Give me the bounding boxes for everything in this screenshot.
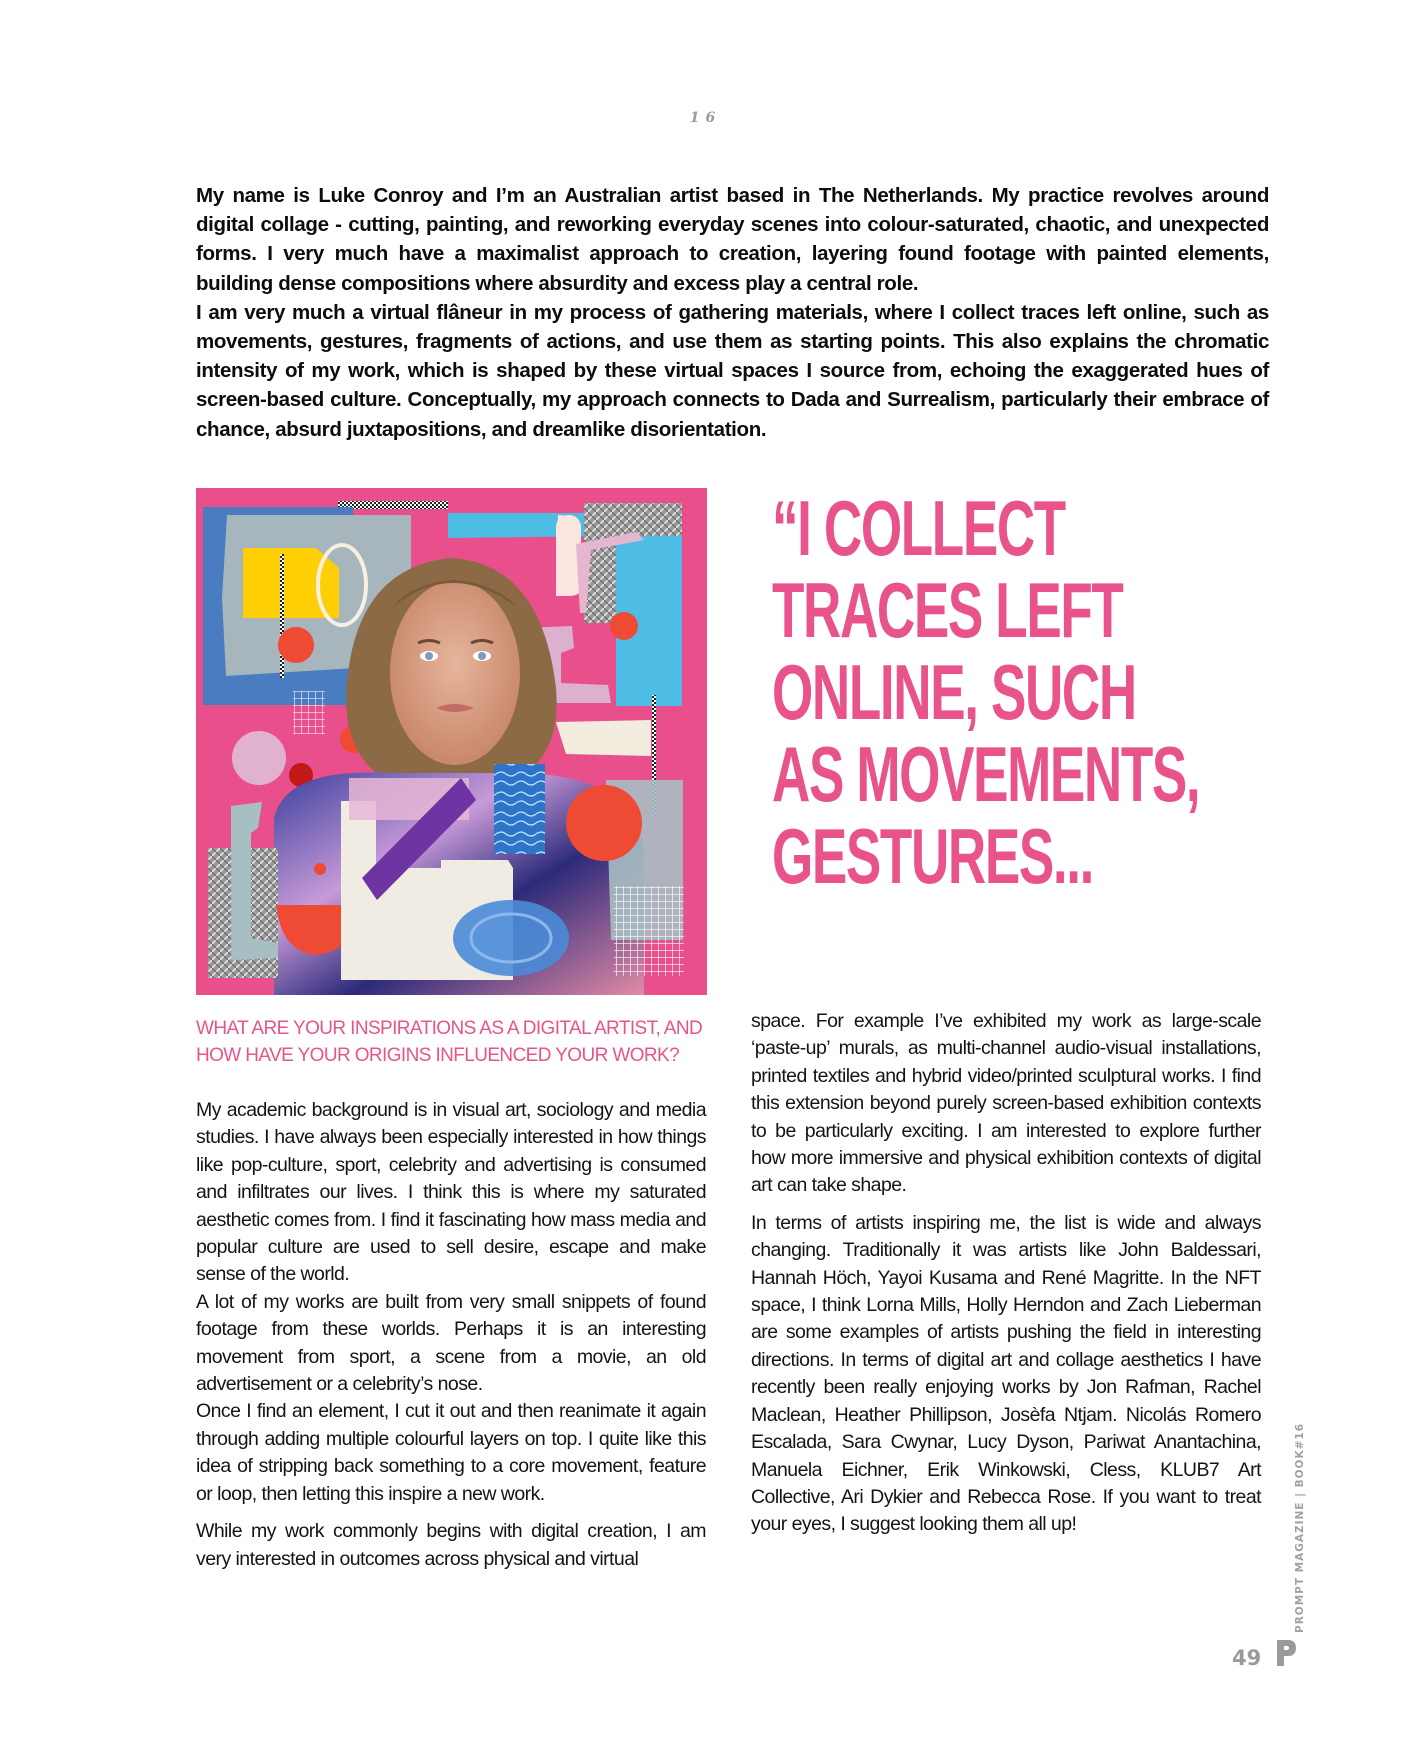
answer-paragraph: My academic background is in visual art, sociology and media studies. I have always been especially interested in how things like pop-culture, sport, celebrity and advertising is consumed and infiltrates our lives. I think this is where my saturated aesthetic comes from. I find it fascinating how mass media and popular culture are used to sell desire, escape and make sense of the world. (196, 1099, 706, 1286)
artist-collage-image (196, 488, 707, 995)
answer-paragraph: space. For example I’ve exhibited my work as large-scale ‘paste-up’ murals, as multi-channel audio-visual installations, printed textiles and hybrid video/printed sculptural works. I find this extension beyond purely screen-based exhibition contexts to be particularly exciting. I am interested to explore further how more immersive and physical exhibition contexts of digital art can take shape. (751, 1010, 1261, 1197)
magazine-side-label: PROMPT MAGAZINE | BOOK#16 (1294, 1422, 1306, 1633)
answer-column-right (751, 1008, 1261, 1539)
page-number: 49 (1232, 1646, 1262, 1670)
pull-quote-line: AS MOVEMENTS, (772, 730, 1200, 818)
intro-paragraph: I am very much a virtual flâneur in my process of gathering materials, where I collect traces left online, such as movements, gestures, fragments of actions, and use them as starting points. This also explains the chromatic intensity of my work, which is shaped by these virtual spaces I source from, echoing the exaggerated hues of screen-based culture. Conceptually, my approach connects to Dada and Surrealism, particularly their embrace of chance, absurd juxtapositions, and dreamlike disorientation. (196, 300, 1269, 441)
intro-paragraph: My name is Luke Conroy and I’m an Australian artist based in The Netherlands. My practice revolves around digital collage - cutting, painting, and reworking everyday scenes into colour-saturated, chaotic, and unexpected forms. I very much have a maximalist approach to creation, layering found footage with painted elements, building dense compositions where absurdity and excess play a central role. (196, 184, 1269, 295)
issue-folio: 16 (689, 110, 722, 126)
prompt-logo-icon (1274, 1638, 1298, 1668)
intro-text (196, 181, 1269, 444)
pull-quote-line: GESTURES... (772, 812, 1094, 900)
pull-quote-line: “I COLLECT (772, 484, 1065, 572)
answer-paragraph: A lot of my works are built from very small snippets of found footage from these worlds. Perhaps it is an interesting movement from sport, a scene from a movie, an old advertisement or a celebrity’s nose. (196, 1290, 706, 1396)
interview-question: WHAT ARE YOUR INSPIRATIONS AS A DIGITAL ARTIST, AND HOW HAVE YOUR ORIGINS INFLUENCED YOUR WORK? (196, 1018, 703, 1066)
pull-quote-line: TRACES LEFT (772, 566, 1123, 654)
answer-column-left (196, 1097, 706, 1573)
answer-paragraph: In terms of artists inspiring me, the list is wide and always changing. Traditionally it was artists like John Baldessari, Hannah Höch, Yayoi Kusama and René Magritte. In the NFT space, I think Lorna Mills, Holly Herndon and Zach Lieberman are some examples of artists pushing the field in interesting directions. In terms of digital art and collage aesthetics I have recently been really enjoying works by Jon Rafman, Rachel Maclean, Heather Phillipson, Josèfa Ntjam. Nicolás Romero Escalada, Sara Cwynar, Lucy Dyson, Pariwat Anantachina, Manuela Eichner, Erik Winkowski, Cless, KLUB7 Art Collective, Ari Dykier and Rebecca Rose. If you want to treat your eyes, I suggest looking them all up! (751, 1211, 1261, 1536)
pull-quote (772, 484, 1289, 900)
answer-paragraph: While my work commonly begins with digital creation, I am very interested in outcomes across physical and virtual (196, 1520, 706, 1570)
pull-quote-line: ONLINE, SUCH (772, 648, 1136, 736)
answer-paragraph: Once I find an element, I cut it out and then reanimate it again through adding multiple colourful layers on top. I quite like this idea of stripping back something to a core movement, feature or loop, then letting this inspire a new work. (196, 1400, 706, 1505)
